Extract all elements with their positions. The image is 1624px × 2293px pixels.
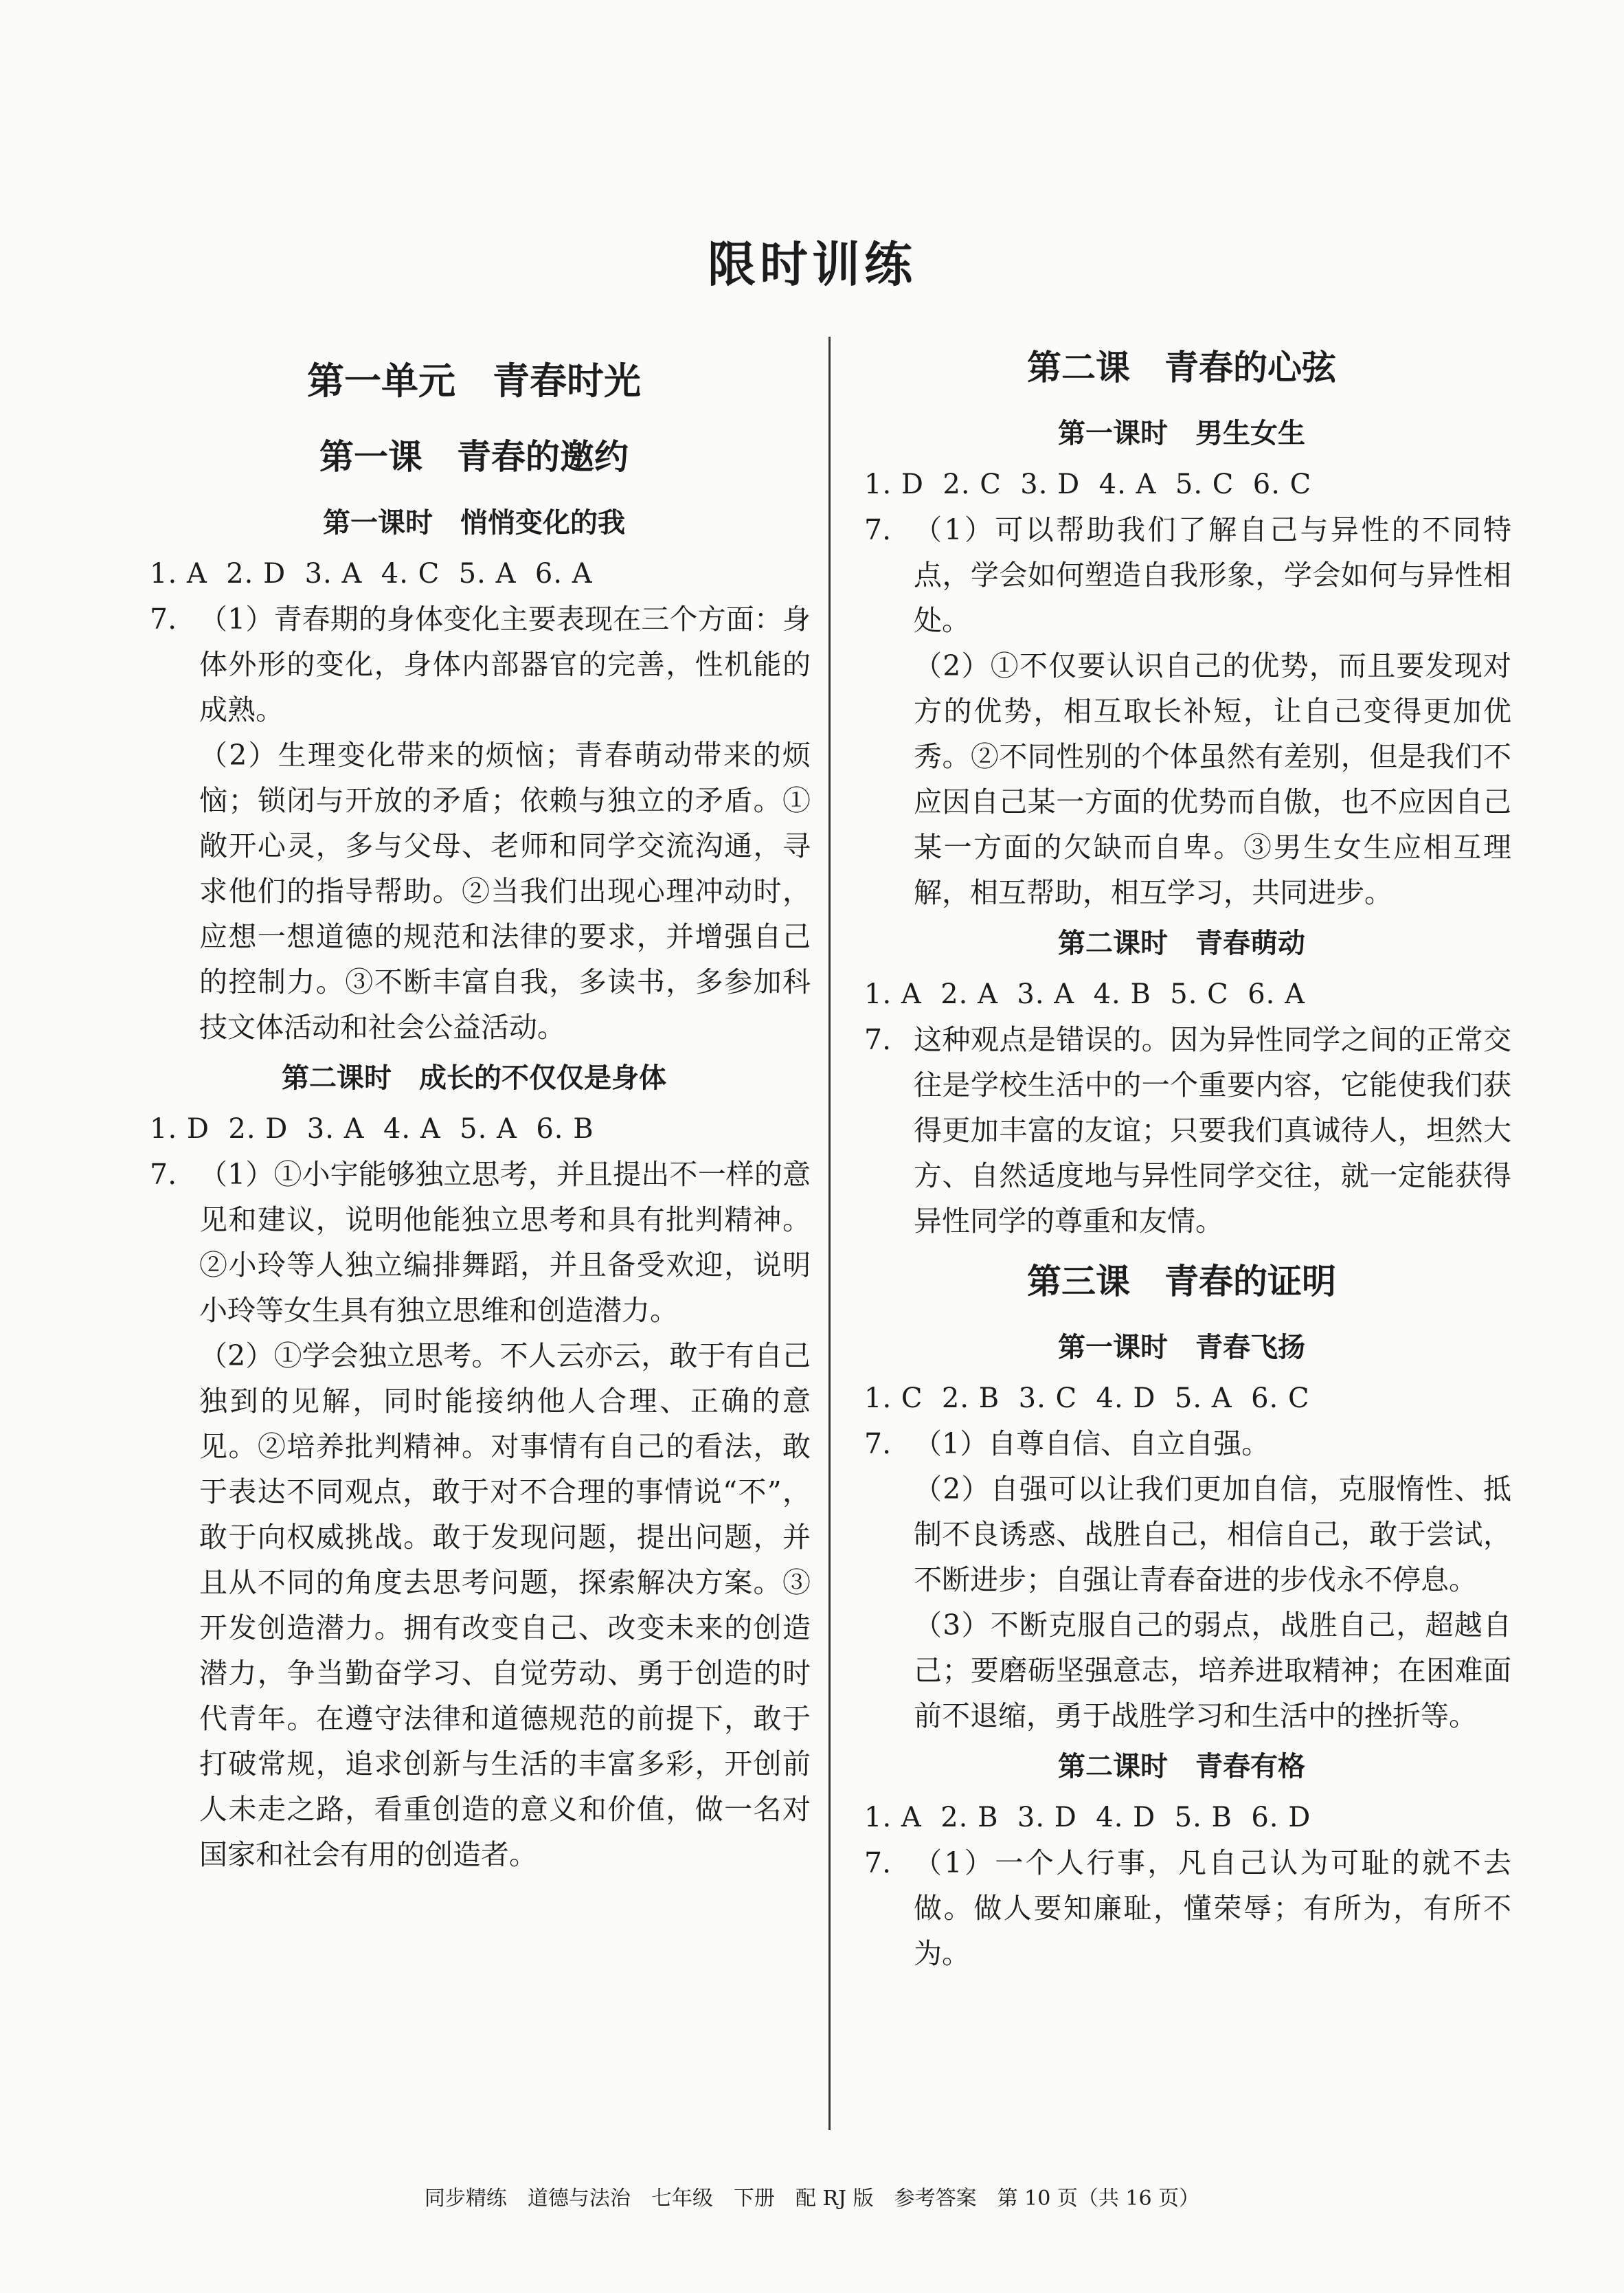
choice-answers: 1. A 2. D 3. A 4. C 5. A 6. A [150,558,593,590]
question-answer [852,1017,1511,1244]
choice-answers: 1. A 2. A 3. A 4. B 5. C 6. A [864,978,1305,1010]
answer-text: （1）可以帮助我们了解自己与异性的不同特点，学会如何塑造自我形象，学会如何与异性相处。 [914,513,1511,637]
period-title: 第一课时 青春飞扬 [1058,1332,1305,1363]
choice-answers: 1. D 2. D 3. A 4. A 5. A 6. B [150,1113,594,1145]
page-title: 限时训练 [708,236,916,293]
answer-text: （1）青春期的身体变化主要表现在三个方面：身体外形的变化，身体内部器官的完善，性机能的成熟。 [199,603,811,726]
answer-text: （1）①小宇能够独立思考，并且提出不一样的意见和建议，说明他能独立思考和具有批判精神。②小玲等人独立编排舞蹈，并且备受欢迎，说明小玲等女生具有独立思维和创造潜力。 [199,1158,811,1327]
question-number: 7. [150,603,177,636]
question-number: 7. [864,513,892,546]
answer-text: 这种观点是错误的。因为异性同学之间的正常交往是学校生活中的一个重要内容，它能使我们获得更加丰富的友谊；只要我们真诚待人，坦然大方、自然适度地与异性同学交往，就一定能获得异性同学的尊重和友情。 [914,1023,1511,1238]
answer-paragraph: （2）自强可以让我们更加自信，克服惰性、抵制不良诱惑、战胜自己，相信自己，敢于尝试，不断进步；自强让青春奋进的步伐永不停息。 [914,1473,1511,1596]
question-number: 7. [150,1158,177,1191]
period-title: 第一课时 悄悄变化的我 [323,507,625,539]
answer-paragraph: （2）①不仅要认识自己的优势，而且要发现对方的优势，相互取长补短，让自己变得更加优秀。②不同性别的个体虽然有差别，但是我们不应因自己某一方面的优势而自傲，也不应因自己某一方面的欠缺而自卑。③男生女生应相互理解，相互帮助，相互学习，共同进步。 [914,649,1511,909]
answer-text: （1）自尊自信、自立自强。 [914,1427,1270,1460]
period-title: 第二课时 成长的不仅仅是身体 [282,1062,666,1094]
lesson-title: 第三课 青春的证明 [1027,1261,1336,1301]
left-column [137,344,811,1877]
answer-paragraph: （2）生理变化带来的烦恼；青春萌动带来的烦恼；锁闭与开放的矛盾；依赖与独立的矛盾。①敞开心灵，多与父母、老师和同学交流沟通，寻求他们的指导帮助。②当我们出现心理冲动时，应想一想道德的规范和法律的要求，并增强自己的控制力。③不断丰富自我，多读书，多参加科技文体活动和社会公益活动。 [199,739,811,1044]
question-answer [852,507,1511,643]
period-title: 第二课时 青春萌动 [1058,928,1305,959]
choice-answers: 1. A 2. B 3. D 4. D 5. B 6. D [864,1802,1311,1833]
column-divider [828,337,831,2130]
period-title: 第一课时 男生女生 [1058,418,1305,449]
answer-paragraph: （2）①学会独立思考。不人云亦云，敢于有自己独到的见解，同时能接纳他人合理、正确的意见。②培养批判精神。对事情有自己的看法，敢于表达不同观点，敢于对不合理的事情说“不”，敢于向权威挑战。敢于发现问题，提出问题，并且从不同的角度去思考问题，探索解决方案。③开发创造潜力。拥有改变自己、改变未来的创造潜力，争当勤奋学习、自觉劳动、勇于创造的时代青年。在遵守法律和道德规范的前提下，敢于打破常规，追求创新与生活的丰富多彩，开创前人未走之路，看重创造的意义和价值，做一名对国家和社会有用的创造者。 [199,1339,811,1871]
question-answer [137,1152,811,1333]
right-column [852,330,1511,1976]
question-number: 7. [864,1023,892,1056]
question-answer [852,1421,1511,1466]
lesson-title: 第二课 青春的心弦 [1027,347,1336,388]
question-answer [852,1840,1511,1976]
question-number: 7. [864,1846,892,1879]
answer-text: （1）一个人行事，凡自己认为可耻的就不去做。做人要知廉耻，懂荣辱；有所为，有所不为。 [914,1846,1511,1970]
choice-answers: 1. C 2. B 3. C 4. D 5. A 6. C [864,1383,1310,1414]
answer-paragraph: （3）不断克服自己的弱点，战胜自己，超越自己；要磨砺坚强意志，培养进取精神；在困难面前不退缩，勇于战胜学习和生活中的挫折等。 [914,1609,1511,1732]
period-title: 第二课时 青春有格 [1058,1751,1305,1782]
choice-answers: 1. D 2. C 3. D 4. A 5. C 6. C [864,469,1312,500]
lesson-title: 第一课 青春的邀约 [319,436,629,477]
question-answer [137,596,811,732]
question-number: 7. [864,1427,892,1460]
unit-title: 第一单元 青春时光 [307,359,641,403]
page-footer: 同步精练 道德与法治 七年级 下册 配 RJ 版 参考答案 第 10 页（共 16 页） [424,2186,1200,2211]
